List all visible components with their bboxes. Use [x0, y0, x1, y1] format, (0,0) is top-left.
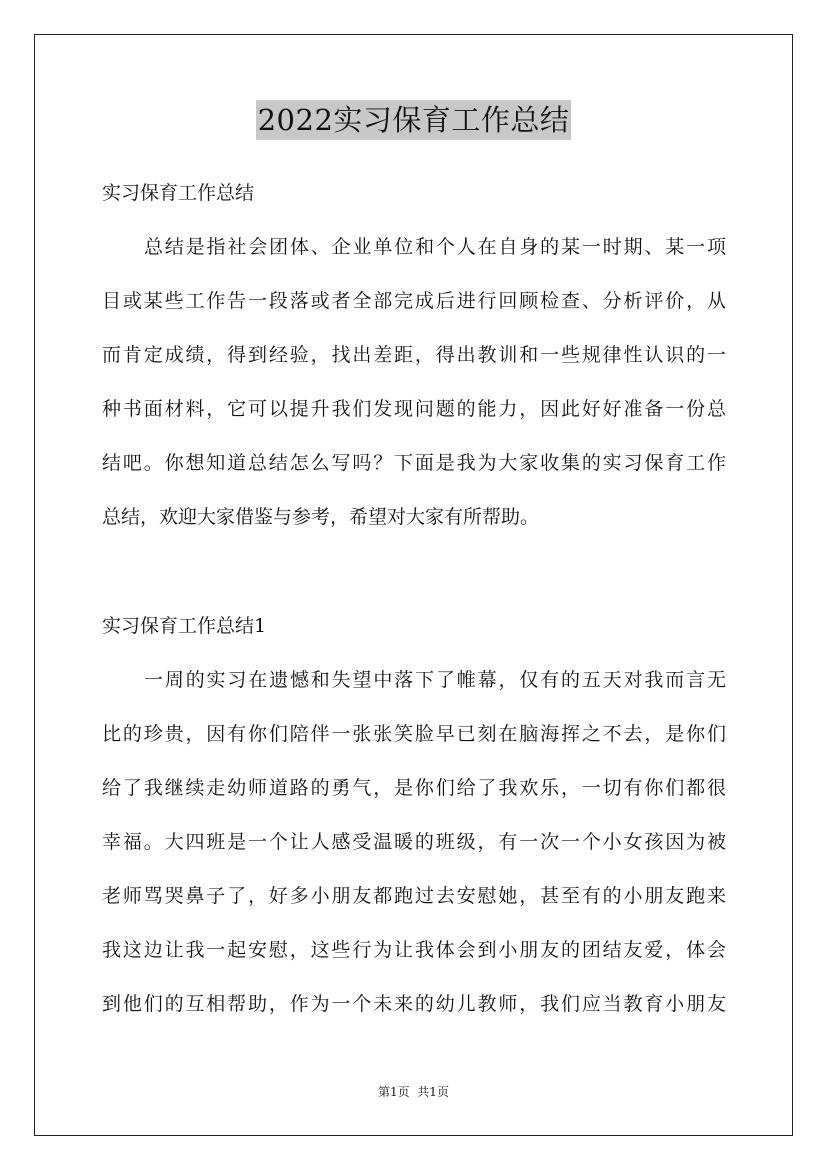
section1-line-7: 到他们的互相帮助，作为一个未来的幼儿教师，我们应当教育小朋友	[102, 993, 726, 1015]
section1-line-4: 幸福。大四班是一个让人感受温暖的班级，有一次一个小女孩因为被	[102, 831, 726, 853]
intro-paragraph	[102, 235, 726, 559]
page-footer: 第1页 共1页	[378, 1085, 449, 1099]
section1-line-5: 老师骂哭鼻子了，好多小朋友都跑过去安慰她，甚至有的小朋友跑来	[102, 885, 726, 907]
section1-paragraph	[102, 668, 726, 1046]
intro-line-3: 而肯定成绩，得到经验，找出差距，得出教训和一些规律性认识的一	[102, 344, 726, 366]
intro-line-2: 目或某些工作告一段落或者全部完成后进行回顾检查、分析评价，从	[102, 290, 726, 312]
section1-line-6: 我这边让我一起安慰，这些行为让我体会到小朋友的团结友爱，体会	[102, 939, 726, 961]
intro-line-6: 总结，欢迎大家借鉴与参考，希望对大家有所帮助。	[102, 506, 540, 528]
intro-line-1: 总结是指社会团体、企业单位和个人在自身的某一时期、某一项	[144, 236, 726, 258]
section1-line-3: 给了我继续走幼师道路的勇气，是你们给了我欢乐，一切有你们都很	[102, 777, 726, 799]
intro-heading: 实习保育工作总结	[102, 182, 255, 204]
document-title: 2022实习保育工作总结	[256, 100, 572, 140]
section1-heading: 实习保育工作总结1	[102, 615, 267, 637]
section1-line-2: 比的珍贵，因有你们陪伴一张张笑脸早已刻在脑海挥之不去，是你们	[102, 723, 726, 745]
section1-line-1: 一周的实习在遗憾和失望中落下了帷幕，仅有的五天对我而言无	[144, 669, 726, 691]
intro-line-4: 种书面材料，它可以提升我们发现问题的能力，因此好好准备一份总	[102, 398, 726, 420]
intro-line-5: 结吧。你想知道总结怎么写吗？下面是我为大家收集的实习保育工作	[102, 452, 726, 474]
title-wrap	[0, 100, 827, 140]
